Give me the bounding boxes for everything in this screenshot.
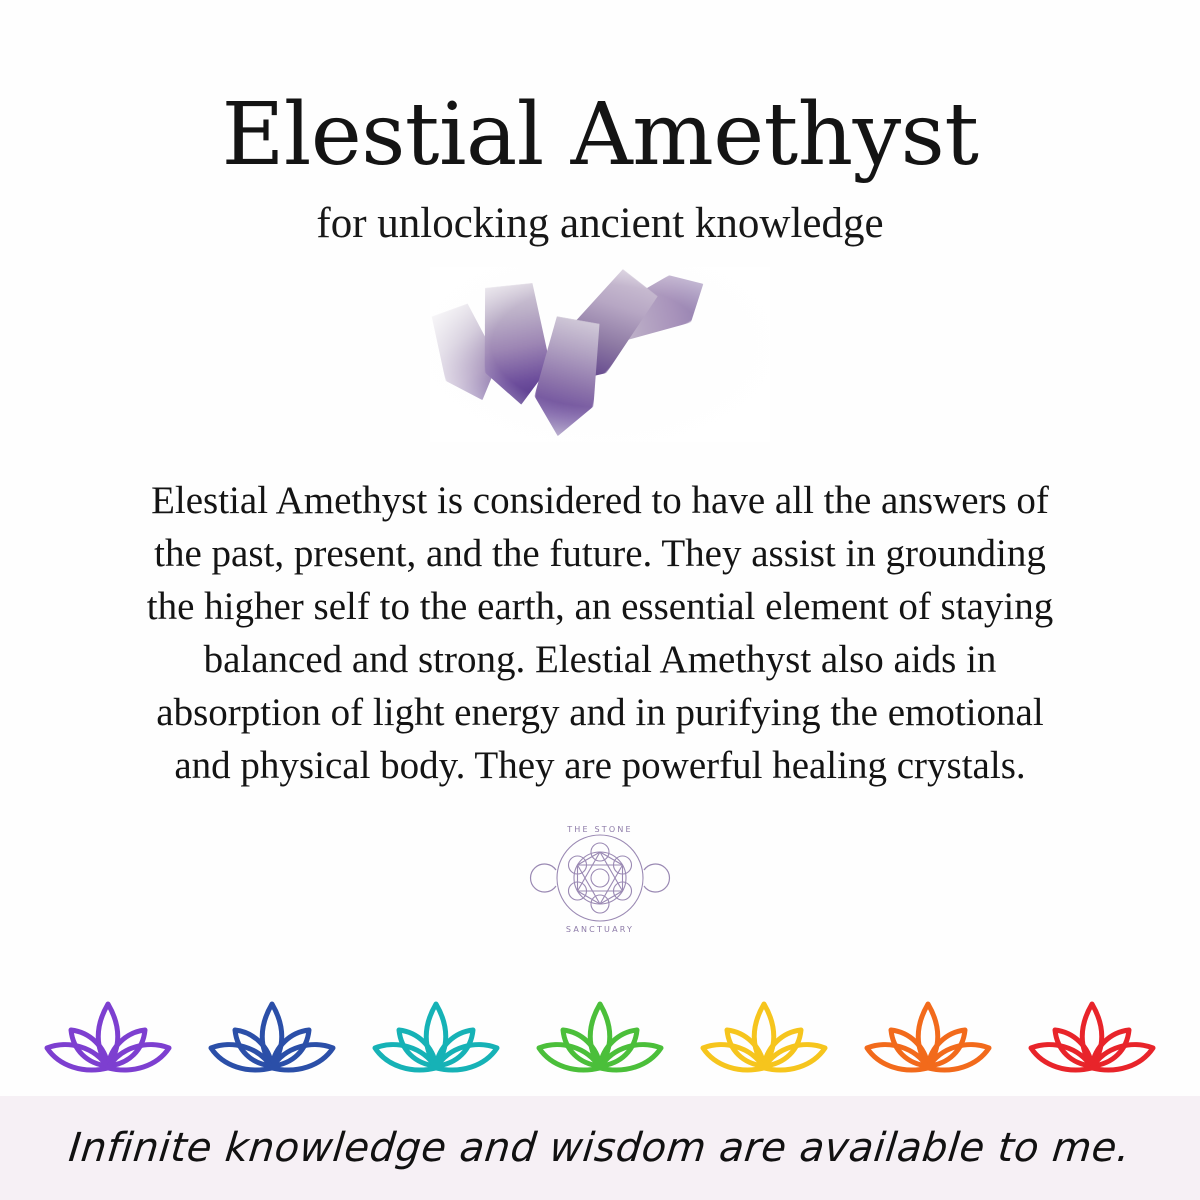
page-subtitle: for unlocking ancient knowledge — [316, 200, 884, 247]
affirmation-text: Infinite knowledge and wisdom are available to me. — [66, 1125, 1134, 1171]
body-description: Elestial Amethyst is considered to have all the answers of the past, present, and the future. They assist in grounding the higher self to the earth, an essential element of staying balanced and strong. Elestial Amethyst also aids in absorption of light energy and in purifying the emotional and physical body. They are powerful healing crystals. — [146, 479, 1054, 788]
throat-lotus-icon — [361, 992, 511, 1096]
third-eye-lotus-icon — [197, 992, 347, 1096]
crystal-photo — [430, 267, 770, 442]
affirmation-bar — [0, 1096, 1200, 1200]
logo-top-text: THE STONE — [567, 825, 633, 835]
heart-lotus-icon — [525, 992, 675, 1096]
crown-lotus-icon — [33, 992, 183, 1096]
logo-svg — [520, 818, 680, 938]
the-stone-sanctuary-logo — [520, 818, 680, 938]
root-lotus-icon — [1017, 992, 1167, 1096]
solar-plexus-lotus-icon — [689, 992, 839, 1096]
sacral-lotus-icon — [853, 992, 1003, 1096]
page-title: Elestial Amethyst — [221, 85, 979, 185]
chakra-lotus-row — [0, 992, 1200, 1096]
logo-bottom-text: SANCTUARY — [565, 925, 635, 935]
